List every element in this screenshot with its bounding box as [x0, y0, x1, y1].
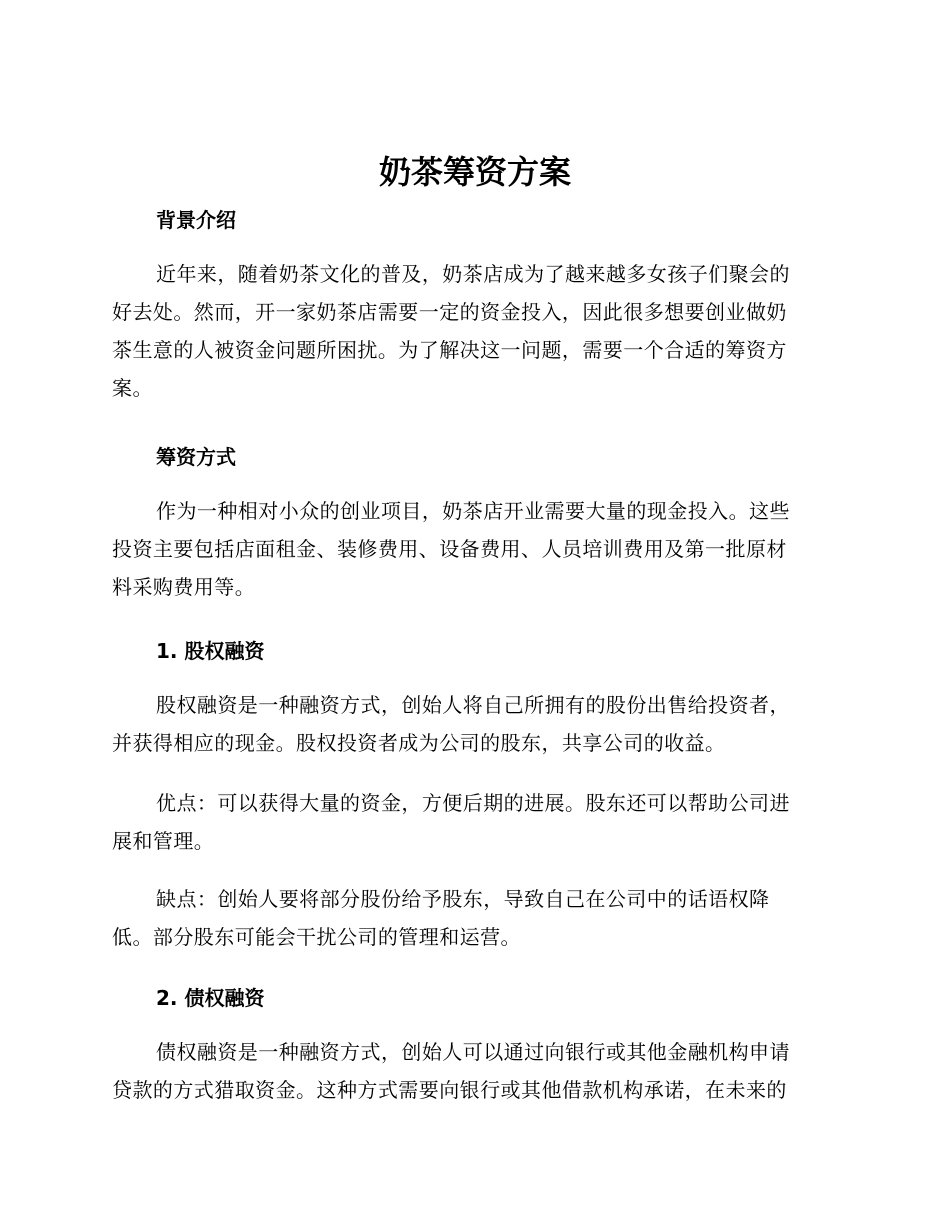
- section-heading-equity-financing: 1. 股权融资: [156, 639, 265, 663]
- section-heading-debt-financing: 2. 债权融资: [156, 986, 265, 1010]
- paragraph-financing-methods: [112, 492, 832, 606]
- paragraph-line: 缺点：创始人要将部分股份给予股东，导致自己在公司中的话语权降: [156, 887, 770, 911]
- paragraph-line: 料采购费用等。: [112, 575, 256, 599]
- paragraph-line: 贷款的方式猎取资金。这种方式需要向银行或其他借款机构承诺，在未来的: [112, 1078, 787, 1102]
- paragraph-line: 展和管理。: [112, 829, 215, 853]
- paragraph-line: 债权融资是一种融资方式，创始人可以通过向银行或其他金融机构申请: [156, 1040, 790, 1064]
- paragraph-debt-definition: [112, 1033, 832, 1109]
- paragraph-line: 茶生意的人被资金问题所困扰。为了解决这一问题，需要一个合适的筹资方: [112, 338, 787, 362]
- paragraph-line: 作为一种相对小众的创业项目，奶茶店开业需要大量的现金投入。这些: [156, 499, 790, 523]
- paragraph-equity-definition: [112, 686, 832, 762]
- paragraph-line: 好去处。然而，开一家奶茶店需要一定的资金投入，因此很多想要创业做奶: [112, 300, 787, 324]
- section-heading-background: 背景介绍: [156, 208, 236, 232]
- paragraph-line: 案。: [112, 376, 153, 400]
- paragraph-line: 并获得相应的现金。股权投资者成为公司的股东，共享公司的收益。: [112, 731, 726, 755]
- paragraph-equity-disadvantages: [112, 880, 832, 956]
- page-title: 奶茶筹资方案: [378, 153, 571, 191]
- paragraph-equity-advantages: [112, 784, 832, 860]
- paragraph-line: 近年来，随着奶茶文化的普及，奶茶店成为了越来越多女孩子们聚会的: [156, 262, 790, 286]
- section-heading-financing-methods: 筹资方式: [156, 445, 236, 469]
- paragraph-background: [112, 255, 832, 407]
- paragraph-line: 低。部分股东可能会干扰公司的管理和运营。: [112, 925, 521, 949]
- paragraph-line: 股权融资是一种融资方式，创始人将自己所拥有的股份出售给投资者，: [156, 693, 790, 717]
- paragraph-line: 投资主要包括店面租金、装修费用、设备费用、人员培训费用及第一批原材: [112, 537, 787, 561]
- paragraph-line: 优点：可以获得大量的资金，方便后期的进展。股东还可以帮助公司进: [156, 791, 790, 815]
